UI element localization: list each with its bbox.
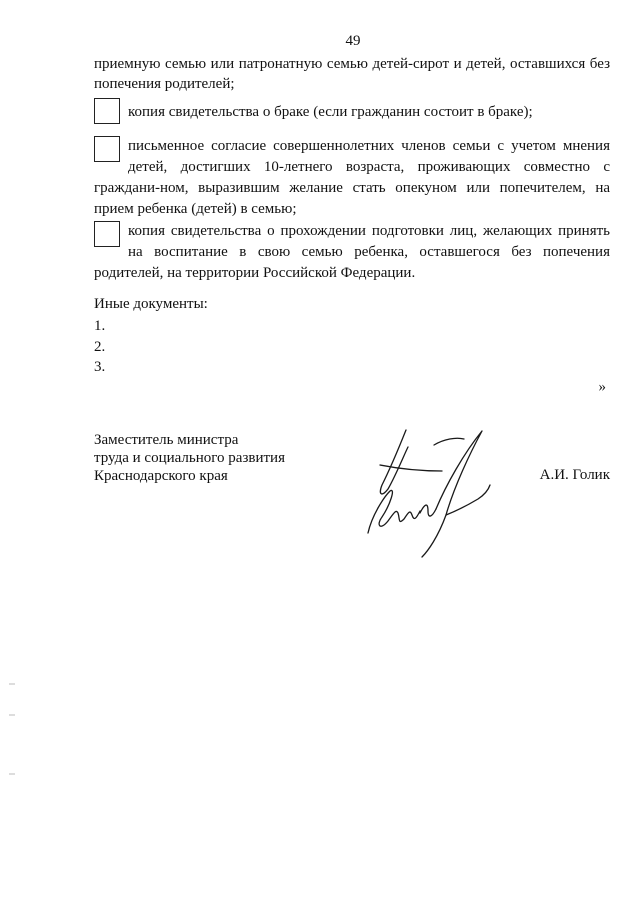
checklist-item-text: письменное согласие совершеннолетних членов семьи с учетом мнения детей, достигших 10-летнего возраста, проживающих совместно с граждани-ном, выразившим желание стать опекуном или попечителем, на прием ребенка (детей) в семью; — [94, 138, 610, 217]
checklist-item-text: копия свидетельства о браке (если гражданин состоит в браке); — [128, 104, 533, 120]
other-documents-title: Иные документы: — [94, 296, 208, 312]
scan-mark — [9, 714, 15, 716]
checklist-item — [94, 136, 610, 220]
scan-mark — [9, 773, 15, 775]
closing-quote: » — [598, 379, 606, 395]
other-document-line: 3. — [94, 359, 106, 375]
checklist-item-text: копия свидетельства о прохождении подготовки лиц, желающих принять на воспитание в свою семью ребенка, оставшегося без попечения родителей, на территории Российской Федерации. — [94, 223, 610, 281]
position-line: Заместитель министра — [94, 432, 239, 448]
checkbox[interactable] — [94, 98, 120, 124]
scan-mark — [9, 683, 15, 685]
signer-name: А.И. Голик — [539, 467, 610, 483]
other-document-line: 2. — [94, 339, 106, 355]
position-line: труда и социального развития — [94, 450, 285, 466]
signer-position — [94, 431, 285, 485]
other-document-line: 1. — [94, 318, 106, 334]
position-line: Краснодарского края — [94, 468, 228, 484]
page-number: 49 — [345, 33, 361, 49]
checklist-item — [94, 221, 610, 284]
checkbox[interactable] — [94, 136, 120, 162]
handwritten-signature — [360, 425, 500, 560]
checkbox[interactable] — [94, 221, 120, 247]
intro-paragraph: приемную семью или патронатную семью детей-сирот и детей, оставшихся без попечения родителей; — [94, 56, 610, 92]
checklist-item — [94, 98, 610, 124]
